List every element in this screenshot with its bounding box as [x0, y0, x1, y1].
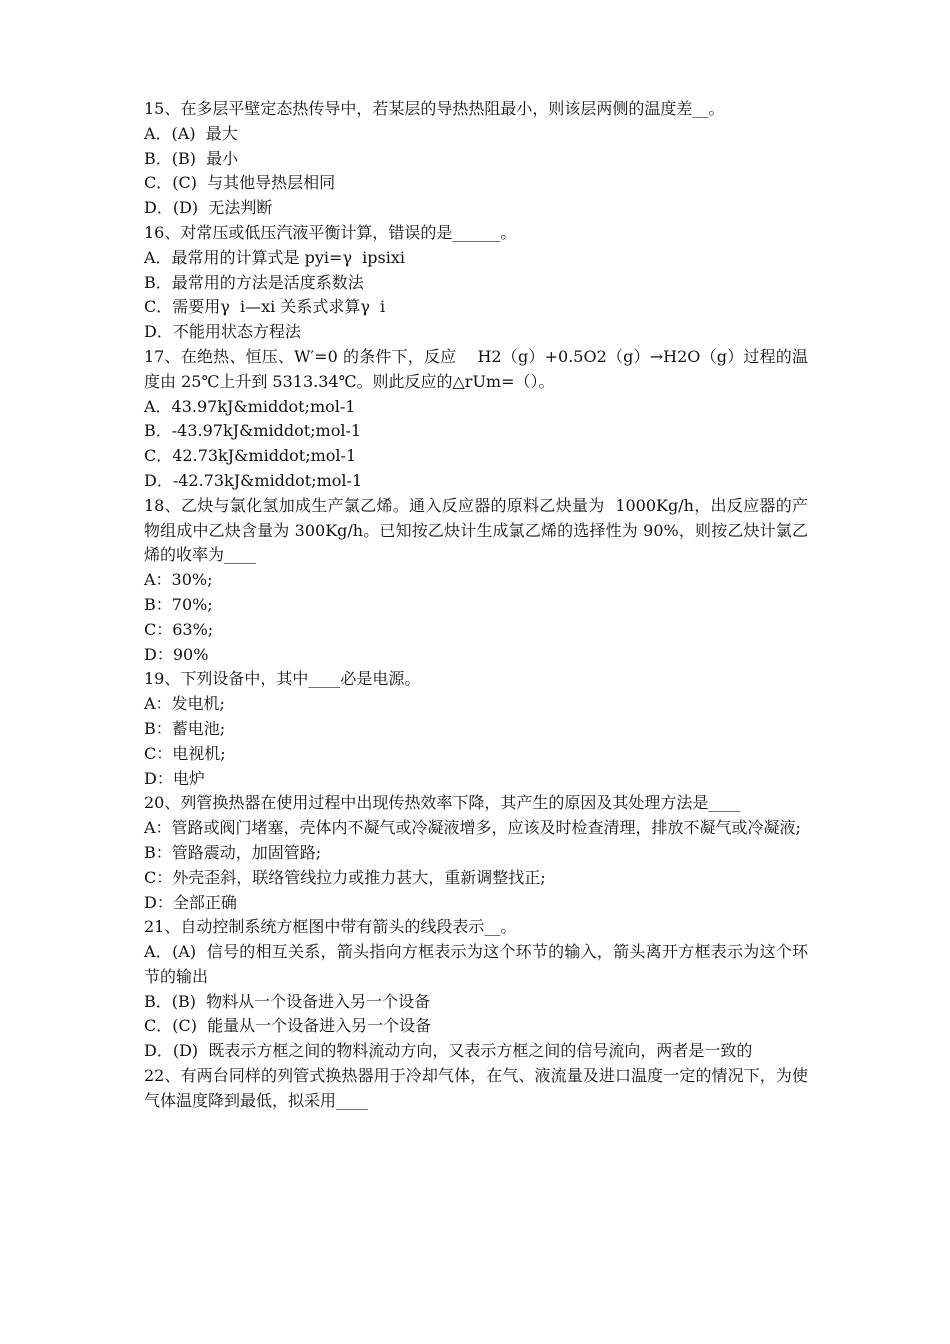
option-d: D：全部正确	[144, 892, 237, 912]
option-d: D：电炉	[144, 768, 205, 788]
question-16	[144, 221, 808, 345]
question-20	[144, 791, 808, 915]
option-a: A．最常用的计算式是 pyi=γ ipsixi	[144, 247, 406, 267]
option-b: B．(B) 最小	[144, 148, 239, 168]
option-c: C：电视机;	[144, 743, 226, 763]
option-b: B．(B) 物料从一个设备进入另一个设备	[144, 991, 431, 1011]
question-18	[144, 494, 808, 668]
option-b: B：70%;	[144, 594, 213, 614]
question-stem: 16、对常压或低压汽液平衡计算，错误的是______。	[144, 222, 517, 242]
option-a: A．43.97kJ&middot;mol-1	[144, 396, 356, 416]
option-c: C．(C) 能量从一个设备进入另一个设备	[144, 1016, 432, 1036]
option-b: B．-43.97kJ&middot;mol-1	[144, 421, 362, 441]
option-a: A：发电机;	[144, 694, 225, 714]
option-c: C．42.73kJ&middot;mol-1	[144, 446, 357, 466]
option-a: A．(A) 信号的相互关系，箭头指向方框表示为这个环节的输入，箭头离开方框表示为这个环节的输出	[144, 942, 808, 986]
option-a: A：30%;	[144, 570, 213, 590]
option-b: B．最常用的方法是活度系数法	[144, 272, 364, 292]
question-stem: 19、下列设备中，其中____必是电源。	[144, 669, 421, 689]
option-c: C．需要用γ i—xi 关系式求算γ i	[144, 297, 386, 317]
option-b: B：管路震动，加固管路;	[144, 842, 322, 862]
question-17	[144, 345, 808, 494]
option-d: D．不能用状态方程法	[144, 322, 301, 342]
option-c: C．(C) 与其他导热层相同	[144, 173, 336, 193]
option-c: C：63%;	[144, 619, 214, 639]
option-a: A：管路或阀门堵塞，壳体内不凝气或冷凝液增多，应该及时检查清理，排放不凝气或冷凝液;	[144, 818, 801, 838]
option-b: B：蓄电池;	[144, 718, 226, 738]
option-d: D：90%	[144, 644, 209, 664]
question-list	[144, 97, 808, 1114]
question-stem: 21、自动控制系统方框图中带有箭头的线段表示__。	[144, 917, 517, 937]
option-c: C：外壳歪斜，联络管线拉力或推力甚大，重新调整找正;	[144, 867, 546, 887]
question-stem: 20、列管换热器在使用过程中出现传热效率下降，其产生的原因及其处理方法是____	[144, 793, 741, 813]
option-d: D．(D) 既表示方框之间的物料流动方向，又表示方框之间的信号流向，两者是一致的	[144, 1041, 753, 1061]
question-19	[144, 667, 808, 791]
question-stem: 22、有两台同样的列管式换热器用于冷却气体，在气、液流量及进口温度一定的情况下，为使气体温度降到最低，拟采用____	[144, 1066, 808, 1110]
option-d: D．(D) 无法判断	[144, 198, 273, 218]
question-stem: 18、乙炔与氯化氢加成生产氯乙烯。通入反应器的原料乙炔量为 1000Kg/h，出反应器的产物组成中乙炔含量为 300Kg/h。已知按乙炔计生成氯乙烯的选择性为 90%，则按乙炔计氯乙烯的收率为____	[144, 495, 808, 565]
question-stem: 15、在多层平壁定态热传导中，若某层的导热热阻最小，则该层两侧的温度差__。	[144, 99, 725, 118]
question-22	[144, 1064, 808, 1114]
question-15	[144, 97, 808, 221]
question-stem: 17、在绝热、恒压、W′=0 的条件下，反应 H2（g）+0.5O2（g）→H2O（g）过程的温度由 25℃上升到 5313.34℃。则此反应的△rUm=（）。	[144, 346, 808, 391]
option-d: D．-42.73kJ&middot;mol-1	[144, 470, 363, 490]
option-a: A．(A) 最大	[144, 123, 238, 143]
question-21	[144, 915, 808, 1064]
